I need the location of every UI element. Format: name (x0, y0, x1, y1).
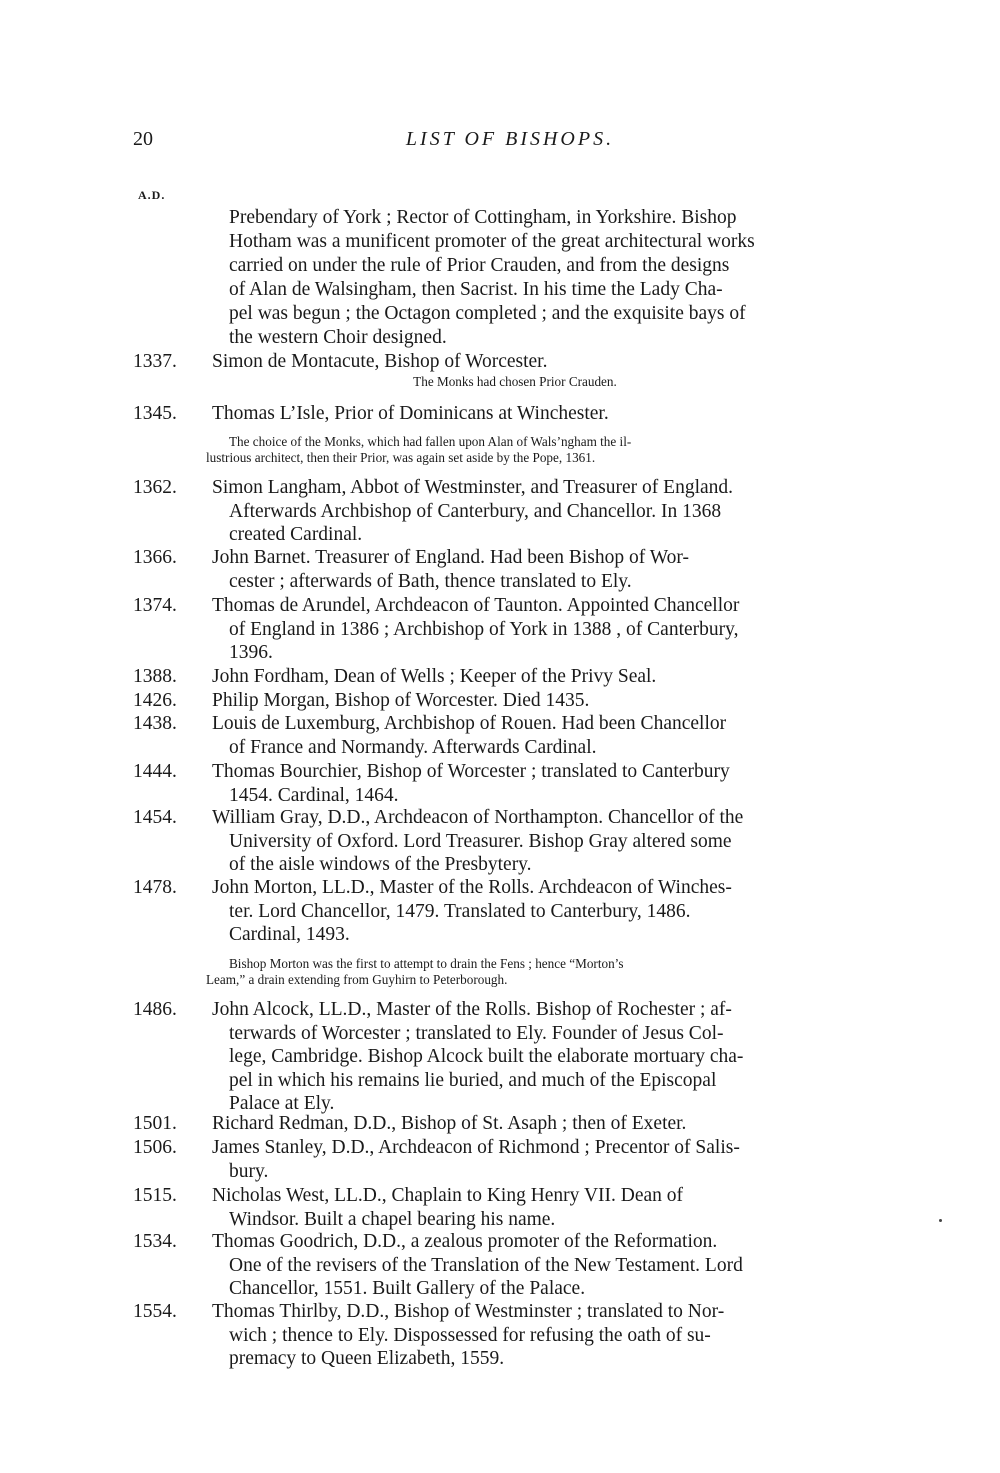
page-speck (939, 1219, 942, 1222)
intro-line: Hotham was a munificent promoter of the great architectural works (229, 231, 755, 252)
entry-year: 1554. (133, 1301, 177, 1322)
entry-line: of the aisle windows of the Presbytery. (229, 854, 532, 875)
page-number: 20 (133, 128, 153, 150)
entry-line: cester ; afterwards of Bath, thence translated to Ely. (229, 571, 632, 592)
entry-line: lege, Cambridge. Bishop Alcock built the elaborate mortuary cha- (229, 1046, 744, 1067)
page-header (0, 128, 1000, 158)
entry-line: pel in which his remains lie buried, and much of the Episcopal (229, 1070, 717, 1091)
entry-line: ter. Lord Chancellor, 1479. Translated to Canterbury, 1486. (229, 901, 691, 922)
entry-year: 1362. (133, 477, 177, 498)
entry-heading: John Alcock, LL.D., Master of the Rolls. Bishop of Rochester ; af- (212, 999, 732, 1020)
intro-line: pel was begun ; the Octagon completed ; and the exquisite bays of (229, 303, 746, 324)
entry-line: University of Oxford. Lord Treasurer. Bishop Gray altered some (229, 831, 732, 852)
intro-line: Prebendary of York ; Rector of Cottingham, in Yorkshire. Bishop (229, 207, 737, 228)
entry-line: Afterwards Archbishop of Canterbury, and Chancellor. In 1368 (229, 501, 722, 522)
entry-note: Leam,” a drain extending from Guyhirn to Peterborough. (206, 972, 508, 987)
entry-heading: James Stanley, D.D., Archdeacon of Richmond ; Precentor of Salis- (212, 1137, 740, 1158)
entry-note: The Monks had chosen Prior Crauden. (413, 374, 617, 389)
intro-line: the western Choir designed. (229, 327, 447, 348)
entry-heading: Thomas de Arundel, Archdeacon of Taunton. Appointed Chancellor (212, 595, 740, 616)
intro-line: carried on under the rule of Prior Crauden, and from the designs (229, 255, 730, 276)
entry-line: Windsor. Built a chapel bearing his name. (229, 1209, 556, 1230)
entry-heading: John Morton, LL.D., Master of the Rolls. Archdeacon of Winches- (212, 877, 732, 898)
ad-label: A.D. (138, 188, 166, 202)
entry-line: premacy to Queen Elizabeth, 1559. (229, 1348, 505, 1369)
entry-year: 1534. (133, 1231, 177, 1252)
entry-heading: Simon de Montacute, Bishop of Worcester. (212, 351, 548, 372)
intro-line: of Alan de Walsingham, then Sacrist. In his time the Lady Cha- (229, 279, 723, 300)
entry-heading: William Gray, D.D., Archdeacon of Northampton. Chancellor of the (212, 807, 744, 828)
entry-heading: Simon Langham, Abbot of Westminster, and Treasurer of England. (212, 477, 734, 498)
entry-year: 1337. (133, 351, 177, 372)
entry-note: lustrious architect, then their Prior, was again set aside by the Pope, 1361. (206, 450, 596, 465)
entry-year: 1515. (133, 1185, 177, 1206)
entry-year: 1506. (133, 1137, 177, 1158)
entry-year: 1345. (133, 403, 177, 424)
entry-year: 1454. (133, 807, 177, 828)
entry-heading: Richard Redman, D.D., Bishop of St. Asaph ; then of Exeter. (212, 1113, 687, 1134)
entry-line: created Cardinal. (229, 524, 363, 545)
entry-year: 1486. (133, 999, 177, 1020)
entry-year: 1438. (133, 713, 177, 734)
entry-line: One of the revisers of the Translation of the New Testament. Lord (229, 1255, 743, 1276)
entry-year: 1388. (133, 666, 177, 687)
entry-line: Palace at Ely. (229, 1093, 335, 1114)
entry-note: The choice of the Monks, which had fallen upon Alan of Wals’ngham the il- (229, 434, 632, 449)
entry-line: of England in 1386 ; Archbishop of York in 1388 , of Canterbury, (229, 619, 739, 640)
entry-line: terwards of Worcester ; translated to Ely. Founder of Jesus Col- (229, 1023, 724, 1044)
entry-heading: Thomas L’Isle, Prior of Dominicans at Winchester. (212, 403, 609, 424)
entry-year: 1374. (133, 595, 177, 616)
entry-heading: Philip Morgan, Bishop of Worcester. Died 1435. (212, 690, 590, 711)
entry-heading: Thomas Thirlby, D.D., Bishop of Westminster ; translated to Nor- (212, 1301, 725, 1322)
entry-year: 1426. (133, 690, 177, 711)
entry-line: wich ; thence to Ely. Dispossessed for refusing the oath of su- (229, 1325, 711, 1346)
entry-heading: John Barnet. Treasurer of England. Had been Bishop of Wor- (212, 547, 689, 568)
entry-line: 1454. Cardinal, 1464. (229, 785, 399, 806)
entry-heading: John Fordham, Dean of Wells ; Keeper of the Privy Seal. (212, 666, 657, 687)
entry-heading: Nicholas West, LL.D., Chaplain to King Henry VII. Dean of (212, 1185, 684, 1206)
entry-line: bury. (229, 1161, 269, 1182)
entry-year: 1366. (133, 547, 177, 568)
entry-heading: Thomas Goodrich, D.D., a zealous promoter of the Reformation. (212, 1231, 718, 1252)
running-title: LIST OF BISHOPS. (405, 128, 615, 150)
entry-year: 1478. (133, 877, 177, 898)
entry-year: 1444. (133, 761, 177, 782)
entry-line: of France and Normandy. Afterwards Cardinal. (229, 737, 597, 758)
entry-year: 1501. (133, 1113, 177, 1134)
entry-line: Cardinal, 1493. (229, 924, 350, 945)
entry-heading: Louis de Luxemburg, Archbishop of Rouen. Had been Chancellor (212, 713, 727, 734)
entry-note: Bishop Morton was the first to attempt to drain the Fens ; hence “Morton’s (229, 956, 624, 971)
entry-line: 1396. (229, 642, 273, 663)
entry-line: Chancellor, 1551. Built Gallery of the Palace. (229, 1278, 586, 1299)
entry-heading: Thomas Bourchier, Bishop of Worcester ; translated to Canterbury (212, 761, 730, 782)
